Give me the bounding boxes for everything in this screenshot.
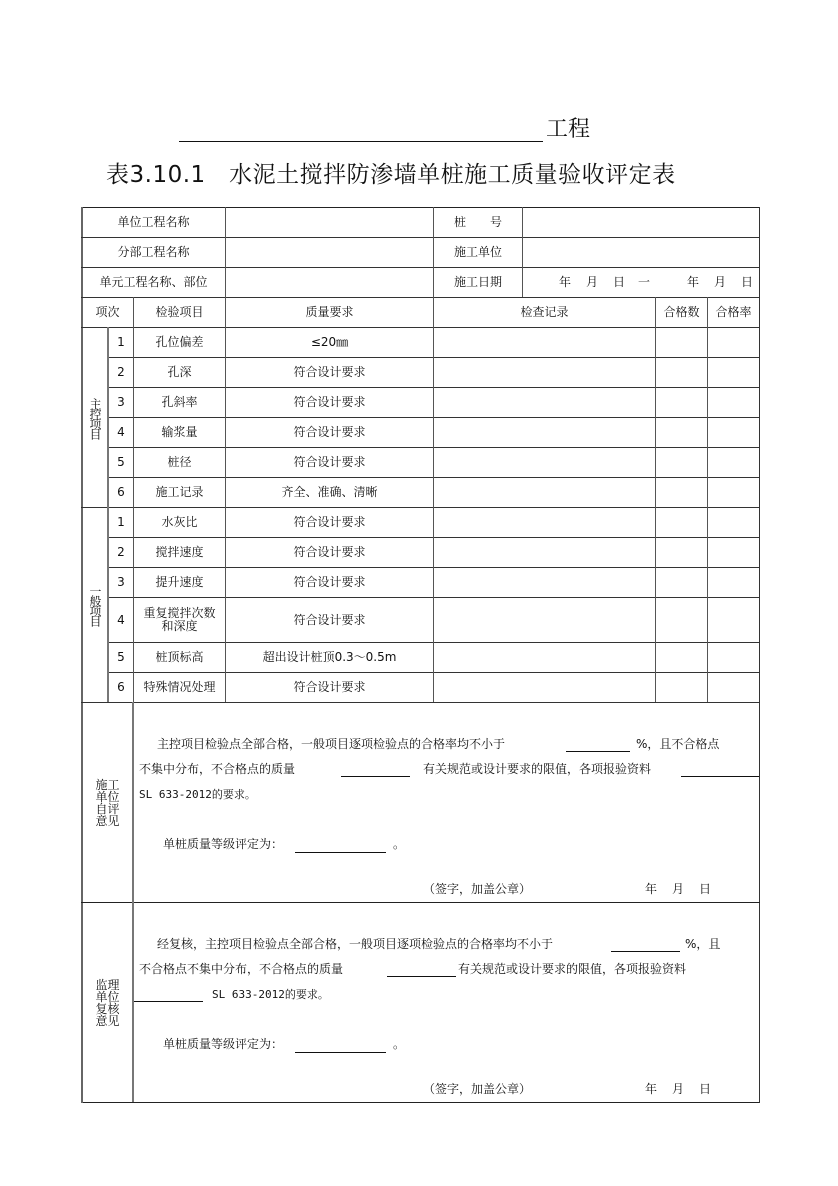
qualified-rate-field[interactable] <box>708 418 759 447</box>
label-char: 单 <box>95 989 108 1004</box>
end-year: 年 <box>687 275 700 289</box>
quality-requirement: 符合设计要求 <box>293 425 366 439</box>
self-eval-quality-blank[interactable] <box>341 776 410 777</box>
date-separator: 一 <box>638 275 651 289</box>
qualified-rate-field[interactable] <box>708 388 759 417</box>
col-header-qualified-rate: 合格率 <box>715 305 752 319</box>
self-eval-line2a: 不集中分布，不合格点的质量 <box>139 762 296 776</box>
sub-project-field[interactable] <box>226 238 433 267</box>
label-char: 见 <box>107 813 120 828</box>
project-name-underline[interactable] <box>179 141 543 142</box>
item-no: 5 <box>117 650 125 664</box>
inspection-record-field[interactable] <box>434 598 655 642</box>
supervision-year: 年 <box>645 1082 658 1096</box>
qualified-count-field[interactable] <box>656 568 707 597</box>
item-no: 5 <box>117 455 125 469</box>
qualified-rate-field[interactable] <box>708 643 759 672</box>
qualified-rate-field[interactable] <box>708 448 759 477</box>
qualified-count-field[interactable] <box>656 478 707 507</box>
quality-requirement: 符合设计要求 <box>293 680 366 694</box>
qualified-count-field[interactable] <box>656 508 707 537</box>
quality-requirement: 齐全、准确、清晰 <box>281 485 378 499</box>
inspection-record-field[interactable] <box>434 448 655 477</box>
qualified-count-field[interactable] <box>656 388 707 417</box>
project-suffix: 工程 <box>546 117 591 142</box>
item-no: 4 <box>117 612 125 627</box>
qualified-count-field[interactable] <box>656 673 707 702</box>
inspection-item: 特殊情况处理 <box>143 680 216 694</box>
col-header-inspection-record: 检查记录 <box>520 305 569 319</box>
inspection-item: 孔位偏差 <box>155 335 204 349</box>
col-header-quality-requirement: 质量要求 <box>305 305 354 319</box>
supervision-quality-blank[interactable] <box>387 976 456 977</box>
self-eval-sign: （签字，加盖公章） <box>423 882 532 896</box>
supervision-sign: （签字，加盖公章） <box>423 1082 532 1096</box>
inspection-record-field[interactable] <box>434 358 655 387</box>
self-eval-grade-blank[interactable] <box>295 852 386 853</box>
label-char: 意 <box>95 813 108 828</box>
self-eval-data-blank[interactable] <box>681 776 759 777</box>
table-bottom-border <box>81 1102 760 1103</box>
inspection-record-field[interactable] <box>434 388 655 417</box>
qualified-rate-field[interactable] <box>708 478 759 507</box>
qualified-count-field[interactable] <box>656 328 707 357</box>
label-char: 评 <box>107 801 120 816</box>
quality-requirement: 符合设计要求 <box>293 575 366 589</box>
pile-no-label: 桩 号 <box>453 215 502 229</box>
inspection-item: 孔深 <box>167 365 192 379</box>
construction-date-label: 施工日期 <box>453 275 502 289</box>
qualified-rate-field[interactable] <box>708 328 759 357</box>
supervision-line3: SL 633-2012的要求。 <box>212 988 329 1001</box>
item-no: 4 <box>117 425 125 439</box>
label-char: 自 <box>95 801 108 816</box>
item-no: 2 <box>117 545 125 559</box>
item-no: 2 <box>117 365 125 379</box>
label-char: 意 <box>95 1013 108 1028</box>
item-no: 6 <box>117 485 125 499</box>
quality-requirement: 符合设计要求 <box>293 365 366 379</box>
qualified-rate-field[interactable] <box>708 598 759 642</box>
inspection-item: 搅拌速度 <box>155 545 204 559</box>
inspection-item: 输浆量 <box>161 425 198 439</box>
col-header-item-no: 项次 <box>95 305 120 319</box>
unit-project-label: 单位工程名称 <box>117 215 190 229</box>
element-project-label: 单元工程名称、部位 <box>99 275 208 289</box>
label-char: 工 <box>107 777 120 792</box>
qualified-rate-field[interactable] <box>708 508 759 537</box>
quality-requirement: 超出设计桩顶0.3～0.5m <box>262 650 397 664</box>
construction-date-field[interactable] <box>523 268 759 297</box>
supervision-line2a: 不合格点不集中分布，不合格点的质量 <box>139 962 344 976</box>
inspection-record-field[interactable] <box>434 568 655 597</box>
label-char: 理 <box>107 977 120 992</box>
col-header-qualified-count: 合格数 <box>663 305 700 319</box>
quality-requirement: 符合设计要求 <box>293 545 366 559</box>
construction-unit-label: 施工单位 <box>453 245 502 259</box>
supervision-grade-label: 单桩质量等级评定为： <box>163 1037 284 1051</box>
supervision-line1a: 经复核，主控项目检验点全部合格，一般项目逐项检验点的合格率均不小于 <box>157 937 554 951</box>
label-char: 施 <box>95 777 108 792</box>
table-right-border <box>759 207 760 1103</box>
qualified-count-field[interactable] <box>656 538 707 567</box>
inspection-item-line1: 重复搅拌次数 <box>143 606 216 620</box>
item-no: 1 <box>117 335 125 349</box>
self-eval-line1a: 主控项目检验点全部合格，一般项目逐项检验点的合格率均不小于 <box>157 737 506 751</box>
self-eval-grade-end: 。 <box>393 837 406 851</box>
self-eval-line3: SL 633-2012的要求。 <box>139 788 256 801</box>
quality-requirement: 符合设计要求 <box>293 612 366 627</box>
supervision-grade-blank[interactable] <box>295 1052 386 1053</box>
item-no: 1 <box>117 515 125 529</box>
row-divider <box>81 702 759 703</box>
inspection-item: 提升速度 <box>155 575 204 589</box>
quality-requirement: 符合设计要求 <box>293 395 366 409</box>
inspection-record-field[interactable] <box>434 643 655 672</box>
inspection-item-line2: 和深度 <box>161 619 198 633</box>
self-eval-year: 年 <box>645 882 658 896</box>
self-eval-day: 日 <box>699 882 712 896</box>
supervision-label <box>83 903 132 1102</box>
self-eval-month: 月 <box>672 882 685 896</box>
item-no: 3 <box>117 395 125 409</box>
end-day: 日 <box>741 275 754 289</box>
supervision-month: 月 <box>672 1082 685 1096</box>
qualified-rate-field[interactable] <box>708 673 759 702</box>
start-day: 日 <box>613 275 626 289</box>
quality-requirement: 符合设计要求 <box>293 515 366 529</box>
section-divider <box>81 902 760 903</box>
supervision-day: 日 <box>699 1082 712 1096</box>
construction-unit-field[interactable] <box>523 238 759 267</box>
inspection-record-field[interactable] <box>434 508 655 537</box>
qualified-count-field[interactable] <box>656 598 707 642</box>
qualified-rate-field[interactable] <box>708 568 759 597</box>
page-title: 表3.10.1 水泥土搅拌防渗墙单桩施工质量验收评定表 <box>106 162 676 188</box>
inspection-item: 施工记录 <box>155 485 204 499</box>
self-eval-line2b: 有关规范或设计要求的限值，各项报验资料 <box>423 762 652 776</box>
col-divider <box>132 702 134 1102</box>
inspection-record-field[interactable] <box>434 418 655 447</box>
qualified-count-field[interactable] <box>656 643 707 672</box>
start-month: 月 <box>586 275 599 289</box>
qualified-rate-field[interactable] <box>708 358 759 387</box>
element-project-field[interactable] <box>226 268 433 297</box>
quality-requirement: ≤20㎜ <box>310 335 349 349</box>
label-char: 位 <box>107 789 120 804</box>
pile-no-field[interactable] <box>523 208 759 237</box>
inspection-record-field[interactable] <box>434 328 655 357</box>
unit-project-field[interactable] <box>226 208 433 237</box>
inspection-item: 孔斜率 <box>161 395 198 409</box>
inspection-record-field[interactable] <box>434 673 655 702</box>
qualified-count-field[interactable] <box>656 448 707 477</box>
qualified-rate-field[interactable] <box>708 538 759 567</box>
label-char: 复 <box>95 1001 108 1016</box>
inspection-item: 桩径 <box>167 455 192 469</box>
inspection-item: 水灰比 <box>161 515 198 529</box>
supervision-grade-end: 。 <box>393 1037 406 1051</box>
general-items-category <box>83 508 107 702</box>
inspection-item: 桩顶标高 <box>155 650 204 664</box>
category-label: 一般项目 <box>88 585 102 625</box>
main-items-category <box>83 328 107 507</box>
label-char: 单 <box>95 789 108 804</box>
end-month: 月 <box>714 275 727 289</box>
label-char: 见 <box>107 1013 120 1028</box>
quality-requirement: 符合设计要求 <box>293 455 366 469</box>
supervision-data-blank[interactable] <box>134 1001 203 1002</box>
item-no: 6 <box>117 680 125 694</box>
col-header-inspection-item: 检验项目 <box>155 305 204 319</box>
inspection-record-field[interactable] <box>434 478 655 507</box>
self-eval-line1b: %，且不合格点 <box>636 737 720 751</box>
supervision-line2b: 有关规范或设计要求的限值，各项报验资料 <box>458 962 687 976</box>
start-year: 年 <box>559 275 572 289</box>
label-char: 监 <box>95 977 108 992</box>
inspection-item <box>134 598 225 642</box>
item-no: 3 <box>117 575 125 589</box>
sub-project-label: 分部工程名称 <box>117 245 190 259</box>
label-char: 核 <box>107 1001 120 1016</box>
inspection-record-field[interactable] <box>434 538 655 567</box>
supervision-rate-blank[interactable] <box>611 951 680 952</box>
label-char: 位 <box>107 989 120 1004</box>
self-eval-label <box>83 703 132 902</box>
supervision-line1b: %，且 <box>685 937 721 951</box>
self-eval-grade-label: 单桩质量等级评定为： <box>163 837 284 851</box>
category-label: 主控项目 <box>88 397 102 438</box>
qualified-count-field[interactable] <box>656 418 707 447</box>
qualified-count-field[interactable] <box>656 358 707 387</box>
self-eval-rate-blank[interactable] <box>566 751 630 752</box>
